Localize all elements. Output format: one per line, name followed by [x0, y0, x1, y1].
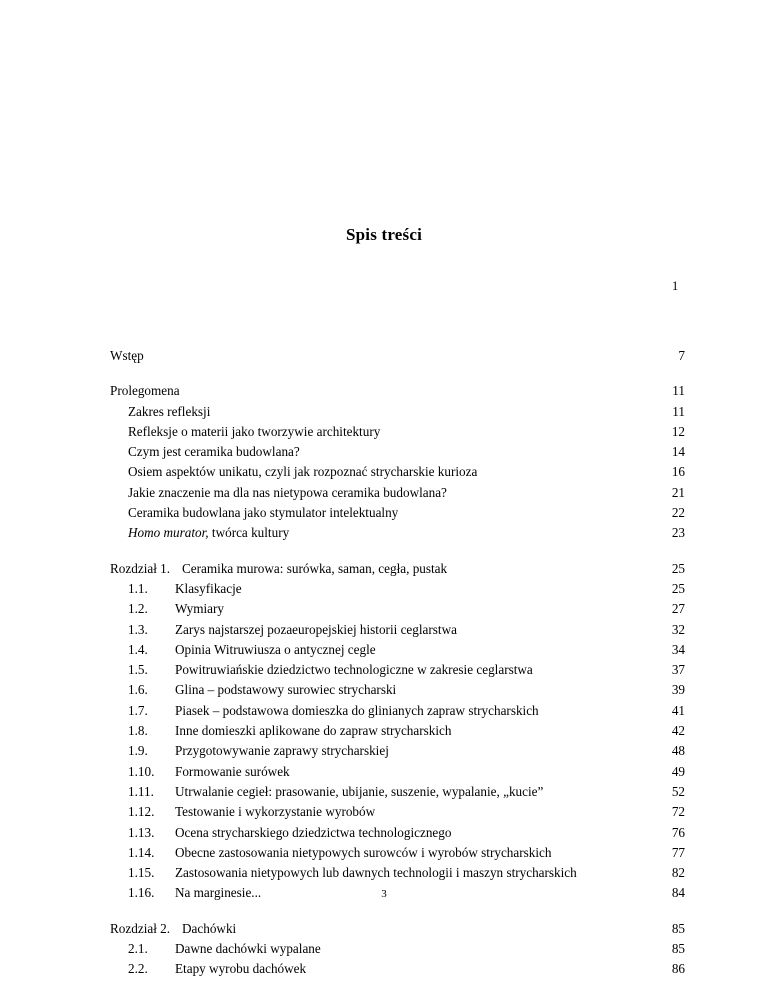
toc-group [110, 346, 685, 366]
toc-entry-label: Na marginesie... [175, 885, 262, 901]
toc-entry[interactable] [110, 863, 685, 883]
toc-entry-label: Osiem aspektów unikatu, czyli jak rozpoznać strycharskie kurioza [128, 464, 478, 480]
toc-entry[interactable] [110, 599, 685, 619]
toc-entry-page: 32 [671, 621, 685, 637]
toc-entry-label: Etapy wyrobu dachówek [175, 961, 307, 977]
toc-entry-page: 25 [671, 580, 685, 596]
toc-entry-number: 1.3. [128, 621, 148, 637]
toc-entry-label: Refleksje o materii jako tworzywie architektury [128, 423, 381, 439]
toc-entry[interactable] [110, 381, 685, 401]
toc-entry-number: 1.10. [128, 763, 155, 779]
toc-entry-page: 7 [678, 348, 685, 363]
toc-entry-label-italic: Homo murator, [128, 525, 209, 541]
toc-entry[interactable] [110, 346, 685, 366]
toc-entry[interactable] [110, 402, 685, 422]
toc-entry[interactable] [110, 823, 685, 843]
toc-entry-page: 76 [671, 824, 685, 840]
toc-entry-label: Formowanie surówek [175, 763, 290, 779]
toc-entry[interactable] [110, 660, 685, 680]
toc-entry[interactable] [110, 462, 685, 482]
toc-entry[interactable] [110, 701, 685, 721]
toc-entry-label: Klasyfikacje [175, 580, 242, 596]
toc-entry-number: 1.15. [128, 865, 155, 881]
toc-entry-number: 1.5. [128, 662, 148, 678]
toc-entry-label: Opinia Witruwiusza o antycznej cegle [175, 641, 376, 657]
toc-entry-label: Czym jest ceramika budowlana? [128, 444, 300, 460]
toc-entry-label: Dachówki [182, 920, 237, 936]
toc-entry[interactable] [110, 939, 685, 959]
toc-entry-label: Powitruwiańskie dziedzictwo technologiczne w zakresie ceglarstwa [175, 662, 533, 678]
toc-entry-number: 1.12. [128, 804, 155, 820]
toc-entry-label: Wstęp [110, 348, 144, 363]
toc-entry[interactable] [110, 483, 685, 503]
toc-entry[interactable] [110, 503, 685, 523]
toc-entry-label: Utrwalanie cegieł: prasowanie, ubijanie, suszenie, wypalanie, „kucie” [175, 783, 544, 799]
toc-entry-number: 1.6. [128, 682, 148, 698]
toc-entry-page: 85 [671, 941, 685, 957]
toc-entry[interactable] [110, 559, 685, 579]
toc-entry-label: Ceramika budowlana jako stymulator intelektualny [128, 505, 399, 521]
footer-page-number: 3 [381, 888, 387, 900]
toc-group [110, 559, 685, 904]
toc-entry-number: 1.2. [128, 601, 148, 617]
toc-entry-label: Przygotowywanie zaprawy strycharskiej [175, 743, 389, 759]
toc-entry[interactable] [110, 843, 685, 863]
toc-entry-label: Jakie znaczenie ma dla nas nietypowa ceramika budowlana? [128, 484, 447, 500]
toc-entry-label: Obecne zastosowania nietypowych surowców i wyrobów strycharskich [175, 844, 552, 860]
toc-entry-number: 1.13. [128, 824, 155, 840]
toc-entry[interactable] [110, 959, 685, 979]
toc-entry-number: Rozdział 1. [110, 560, 171, 576]
toc-entry[interactable] [110, 680, 685, 700]
toc-entry-page: 85 [671, 920, 685, 936]
toc-entry-label: Homo murator, twórca kultury [128, 525, 290, 541]
toc-entry-number: 2.1. [128, 941, 148, 957]
toc-entry-label: Dawne dachówki wypalane [175, 941, 321, 957]
toc-entry[interactable] [110, 762, 685, 782]
toc-entry-label: Ocena strycharskiego dziedzictwa technologicznego [175, 824, 452, 840]
top-page-marker-value: 1 [672, 279, 679, 293]
toc-entry-page: 39 [671, 682, 685, 698]
toc-entry[interactable] [110, 802, 685, 822]
toc-entry-number: 1.8. [128, 723, 148, 739]
toc-group [110, 381, 685, 543]
toc-entry[interactable] [110, 782, 685, 802]
toc-entry-page: 52 [671, 783, 685, 799]
toc-entry-label: Zarys najstarszej pozaeuropejskiej historii ceglarstwa [175, 621, 457, 637]
toc-entry[interactable] [110, 620, 685, 640]
toc-entry-number: 1.1. [128, 580, 148, 596]
toc-entry-page: 11 [672, 383, 685, 399]
toc-entry-page: 86 [671, 961, 685, 977]
toc-entry-page: 42 [671, 723, 685, 739]
toc-entry-number: 2.2. [128, 961, 148, 977]
toc-entry-page: 21 [671, 484, 685, 500]
toc-entry-page: 11 [672, 403, 685, 419]
table-of-contents [110, 346, 685, 980]
toc-group [110, 919, 685, 980]
toc-entry-page: 77 [671, 844, 685, 860]
toc-entry[interactable] [110, 640, 685, 660]
toc-entry-page: 12 [671, 423, 685, 439]
toc-entry[interactable] [110, 523, 685, 543]
toc-entry-label: Prolegomena [110, 383, 180, 399]
toc-entry[interactable] [110, 442, 685, 462]
toc-entry-page: 49 [671, 763, 685, 779]
toc-entry-number: 1.9. [128, 743, 148, 759]
toc-entry-page: 25 [671, 560, 685, 576]
toc-entry-label: Inne domieszki aplikowane do zapraw strycharskich [175, 723, 452, 739]
toc-entry-page: 14 [671, 444, 685, 460]
toc-entry[interactable] [110, 579, 685, 599]
toc-entry[interactable] [110, 741, 685, 761]
toc-entry-page: 23 [671, 525, 685, 541]
page-title: Spis treści [345, 225, 423, 244]
toc-entry-page: 72 [671, 804, 685, 820]
toc-entry-page: 34 [671, 641, 685, 657]
toc-entry-page: 41 [671, 702, 685, 718]
toc-entry-number: 1.14. [128, 844, 155, 860]
toc-entry[interactable] [110, 721, 685, 741]
toc-entry-label: Wymiary [175, 601, 225, 617]
toc-entry-page: 84 [671, 885, 685, 901]
toc-entry-label: Glina – podstawowy surowiec strycharski [175, 682, 397, 698]
toc-entry-page: 16 [671, 464, 685, 480]
toc-entry-number: 1.4. [128, 641, 148, 657]
toc-entry-label: Piasek – podstawowa domieszka do glinianych zapraw strycharskich [175, 702, 539, 718]
toc-entry-page: 27 [671, 601, 685, 617]
toc-entry[interactable] [110, 422, 685, 442]
toc-entry-label: Testowanie i wykorzystanie wyrobów [175, 804, 376, 820]
toc-entry-number: 1.11. [128, 783, 154, 799]
toc-entry-number: 1.7. [128, 702, 148, 718]
toc-entry-page: 22 [671, 505, 685, 521]
toc-entry[interactable] [110, 919, 685, 939]
toc-entry-page: 48 [671, 743, 685, 759]
toc-entry-page: 82 [671, 865, 685, 881]
toc-entry-label: Zakres refleksji [128, 403, 211, 419]
toc-entry-number: 1.16. [128, 885, 155, 901]
toc-entry-page: 37 [671, 662, 685, 678]
toc-entry-number: Rozdział 2. [110, 920, 171, 936]
toc-entry-label: Zastosowania nietypowych lub dawnych technologii i maszyn strycharskich [175, 865, 577, 881]
toc-entry-label: Ceramika murowa: surówka, saman, cegła, pustak [182, 560, 448, 576]
